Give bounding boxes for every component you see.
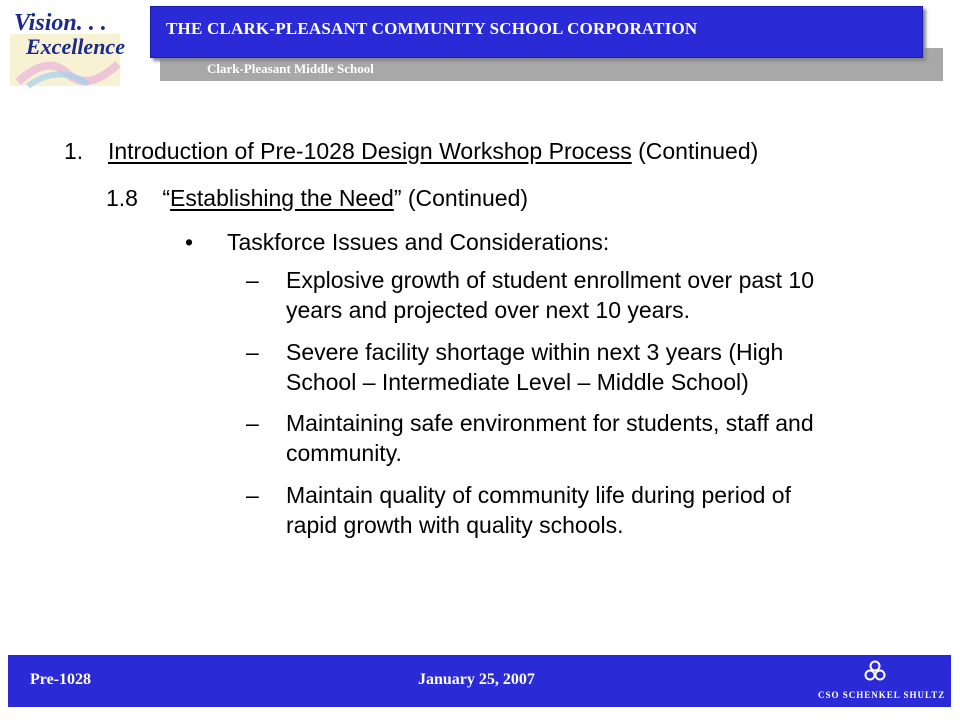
header-title: THE CLARK-PLEASANT COMMUNITY SCHOOL CORPORATION — [166, 19, 698, 38]
dash-marker: – — [246, 267, 259, 293]
item-1-suffix: (Continued) — [631, 138, 759, 164]
dash-marker: – — [246, 410, 259, 436]
subitem-1-line-2: years and projected over next 10 years. — [286, 297, 691, 323]
bullet-text: Taskforce Issues and Considerations: — [227, 229, 610, 255]
item-1-number: 1. — [64, 138, 84, 164]
open-quote: “ — [162, 185, 171, 211]
dash-marker: – — [246, 339, 259, 365]
subitem-4-line-1: Maintain quality of community life during period of — [286, 482, 791, 508]
subitem-3-line-2: community. — [286, 440, 402, 466]
logo-line2: Excellence — [26, 34, 125, 59]
item-1-8 — [106, 183, 528, 213]
close-quote: ” — [393, 185, 402, 211]
footer-brand: CSO SCHENKEL SHULTZ — [818, 690, 946, 700]
cso-logo-icon — [864, 660, 886, 682]
subitem-3-line-1: Maintaining safe environment for students, staff and — [286, 410, 814, 436]
item-1-8-suffix: (Continued) — [401, 185, 529, 211]
subitem-1-line-1: Explosive growth of student enrollment over past 10 — [286, 267, 815, 293]
logo-line1: Vision. . . — [14, 10, 107, 36]
subitem-2-line-2: School – Intermediate Level – Middle School) — [286, 369, 749, 395]
footer-project-code: Pre-1028 — [30, 671, 92, 688]
item-1-8-title: Establishing the Need — [170, 185, 394, 211]
footer-date: January 25, 2007 — [418, 671, 535, 688]
item-1-8-number: 1.8 — [106, 185, 138, 211]
subitem-4-line-2: rapid growth with quality schools. — [286, 512, 624, 538]
item-1-title: Introduction of Pre-1028 Design Workshop Process — [107, 138, 632, 164]
vision-excellence-logo — [8, 4, 128, 92]
subitem-2-line-1: Severe facility shortage within next 3 years (High — [286, 339, 784, 365]
dash-marker: – — [246, 482, 259, 508]
item-1 — [64, 136, 758, 166]
bullet-marker: • — [185, 229, 194, 255]
header-subtitle: Clark-Pleasant Middle School — [207, 61, 374, 76]
